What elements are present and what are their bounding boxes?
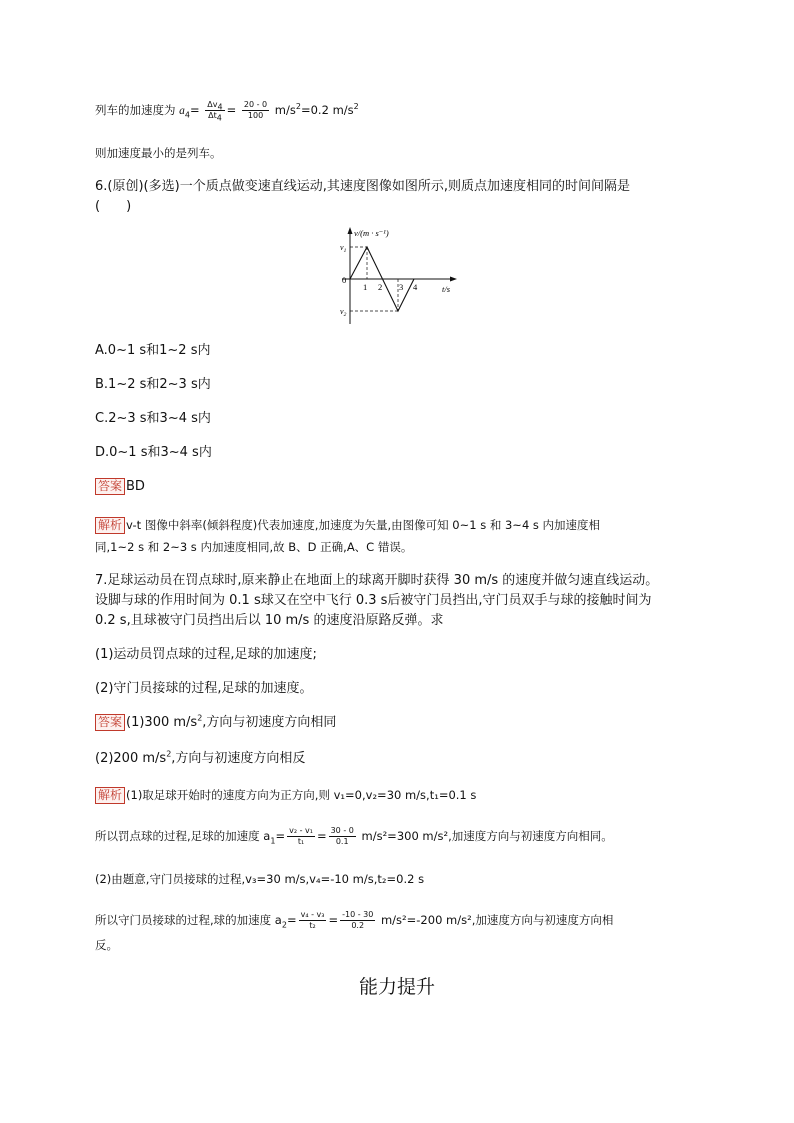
- var-a: a: [179, 105, 185, 117]
- y-arrow: [348, 227, 353, 234]
- sub: 4: [184, 110, 190, 120]
- answer-tag: 答案: [95, 478, 125, 495]
- equals-2: =: [226, 103, 237, 117]
- result: m/s²=-200 m/s²,加速度方向与初速度方向相: [377, 913, 614, 927]
- frac-den-sub: 4: [216, 113, 222, 123]
- explanation-tag: 解析: [95, 517, 125, 534]
- frac-num-2: 20 - 0: [243, 100, 268, 109]
- v1-base: v: [340, 243, 344, 252]
- fraction-values: [329, 826, 356, 847]
- q7-line1: 7.足球运动员在罚点球时,原来静止在地面上的球离开脚时获得 30 m/s 的速度并做匀速直线运动。: [95, 573, 659, 588]
- fraction-symbolic: [299, 910, 327, 931]
- answer-7-line1: [95, 714, 336, 732]
- tick-2: 2: [378, 282, 383, 292]
- text-prefix: 列车的加速度为: [95, 103, 180, 117]
- answer-direction: ,方向与初速度方向相反: [171, 751, 306, 766]
- x-arrow: [450, 277, 457, 282]
- tick-1: 1: [363, 282, 368, 292]
- v2-base: v: [340, 307, 344, 316]
- result: m/s²=300 m/s²,加速度方向与初速度方向相同。: [357, 829, 613, 843]
- sup-2: 2: [353, 102, 359, 112]
- section-heading: 能力提升: [358, 976, 435, 998]
- explanation-tag: 解析: [95, 787, 125, 804]
- option-b: B.1~2 s和2~3 s内: [95, 377, 211, 392]
- sup: 2: [197, 713, 203, 723]
- q7-line2: 设脚与球的作用时间为 0.1 s球又在空中飞行 0.3 s后被守门员挡出,守门员双手与球的接触时间为: [95, 593, 652, 608]
- frac-den: t₂: [309, 921, 316, 930]
- vt-graph: [330, 224, 460, 326]
- text-prefix: 所以守门员接球的过程,球的加速度 a: [95, 913, 282, 927]
- fraction-values: [242, 100, 269, 121]
- v1-sub: 1: [343, 248, 347, 254]
- answer-7-line2: [95, 750, 305, 768]
- frac-den-2: 0.2: [351, 921, 365, 930]
- answer-value: (1)300 m/s: [126, 715, 198, 730]
- sup: 2: [295, 102, 301, 112]
- tick-3: 3: [399, 282, 404, 292]
- train-acceleration-line: [95, 100, 359, 121]
- explanation-text: (1)取足球开始时的速度方向为正方向,则 v₁=0,v₂=30 m/s,t₁=0.1 s: [126, 788, 477, 802]
- unit: m/s: [271, 103, 296, 117]
- explanation-7-line2: 所以罚点球的过程,足球的加速度 $a_1=$ $\frac{\text{v₂ - v₁}}{\text{t₁}}$ = $\frac{30 - 0}{0.1}$ m/s²=300 m/s²,加速度方向与初速度方向相同。: [95, 826, 613, 846]
- explanation-7-line1: [95, 786, 476, 804]
- equals: =: [190, 103, 200, 117]
- q6-stem: 6.(原创)(多选)一个质点做变速直线运动,其速度图像如图所示,则质点加速度相同的时间间隔是: [95, 179, 630, 194]
- explanation-7-line4: 所以守门员接球的过程,球的加速度 $a_2=$ $\frac{\text{v₄ - v₃}}{\text{t₂}}$ = $\frac{-10 - 30}{0.2}$ m/s²=-200 m/s²,加速度方向与初速度方向相: [95, 910, 614, 930]
- fraction-delta: [205, 100, 224, 121]
- explanation-text: v-t 图像中斜率(倾斜程度)代表加速度,加速度为矢量,由图像可知 0~1 s 和 3~4 s 内加速度相: [126, 518, 601, 532]
- answer-text: BD: [126, 479, 145, 494]
- option-c: C.2~3 s和3~4 s内: [95, 411, 211, 426]
- y-axis-label: v/(m · s⁻¹): [354, 228, 389, 238]
- frac-num-2: -10 - 30: [342, 910, 374, 919]
- q6-bracket: ( ): [95, 199, 132, 214]
- text-prefix: 所以罚点球的过程,足球的加速度 a: [95, 829, 271, 843]
- answer-tag: 答案: [95, 714, 125, 731]
- explanation-7-line3: (2)由题意,守门员接球的过程,v₃=30 m/s,v₄=-10 m/s,t₂=0.2 s: [95, 872, 425, 886]
- v1-label: [340, 243, 347, 254]
- frac-den: t₁: [297, 837, 305, 846]
- frac-den-2: 100: [247, 111, 264, 120]
- sub: 2: [281, 920, 287, 930]
- q7-part2: (2)守门员接球的过程,足球的加速度。: [95, 681, 313, 696]
- explanation-7-line5: 反。: [95, 938, 118, 952]
- tick-4: 4: [413, 282, 418, 292]
- v2-label: [340, 307, 347, 318]
- answer-value: (2)200 m/s: [95, 751, 167, 766]
- frac-num-2: 30 - 0: [330, 826, 354, 835]
- x-axis-label: t/s: [442, 284, 451, 294]
- option-a: A.0~1 s和1~2 s内: [95, 343, 211, 358]
- fraction-symbolic: [287, 826, 315, 847]
- explanation-6-line2: 同,1~2 s 和 2~3 s 内加速度相同,故 B、D 正确,A、C 错误。: [95, 540, 413, 554]
- conclusion-line: 则加速度最小的是列车。: [95, 146, 222, 160]
- v2-sub: 2: [343, 312, 347, 318]
- origin-label: 0: [342, 275, 347, 285]
- answer-6: [95, 478, 145, 496]
- frac-num: v₄ - v₃: [300, 910, 325, 919]
- explanation-6-line1: [95, 516, 600, 534]
- frac-num: Δv: [207, 100, 218, 109]
- answer-direction: ,方向与初速度方向相同: [202, 715, 337, 730]
- fraction-values: [340, 910, 375, 931]
- frac-den: Δt: [208, 111, 217, 120]
- frac-den-2: 0.1: [335, 837, 349, 846]
- result: =0.2 m/s: [300, 103, 354, 117]
- option-d: D.0~1 s和3~4 s内: [95, 445, 212, 460]
- q7-part1: (1)运动员罚点球的过程,足球的加速度;: [95, 647, 317, 662]
- sup: 2: [166, 749, 172, 759]
- q7-line3: 0.2 s,且球被守门员挡出后以 10 m/s 的速度沿原路反弹。求: [95, 613, 444, 628]
- frac-num: v₂ - v₁: [289, 826, 313, 835]
- frac-num-sub: 4: [217, 102, 223, 112]
- sub: 1: [270, 836, 276, 846]
